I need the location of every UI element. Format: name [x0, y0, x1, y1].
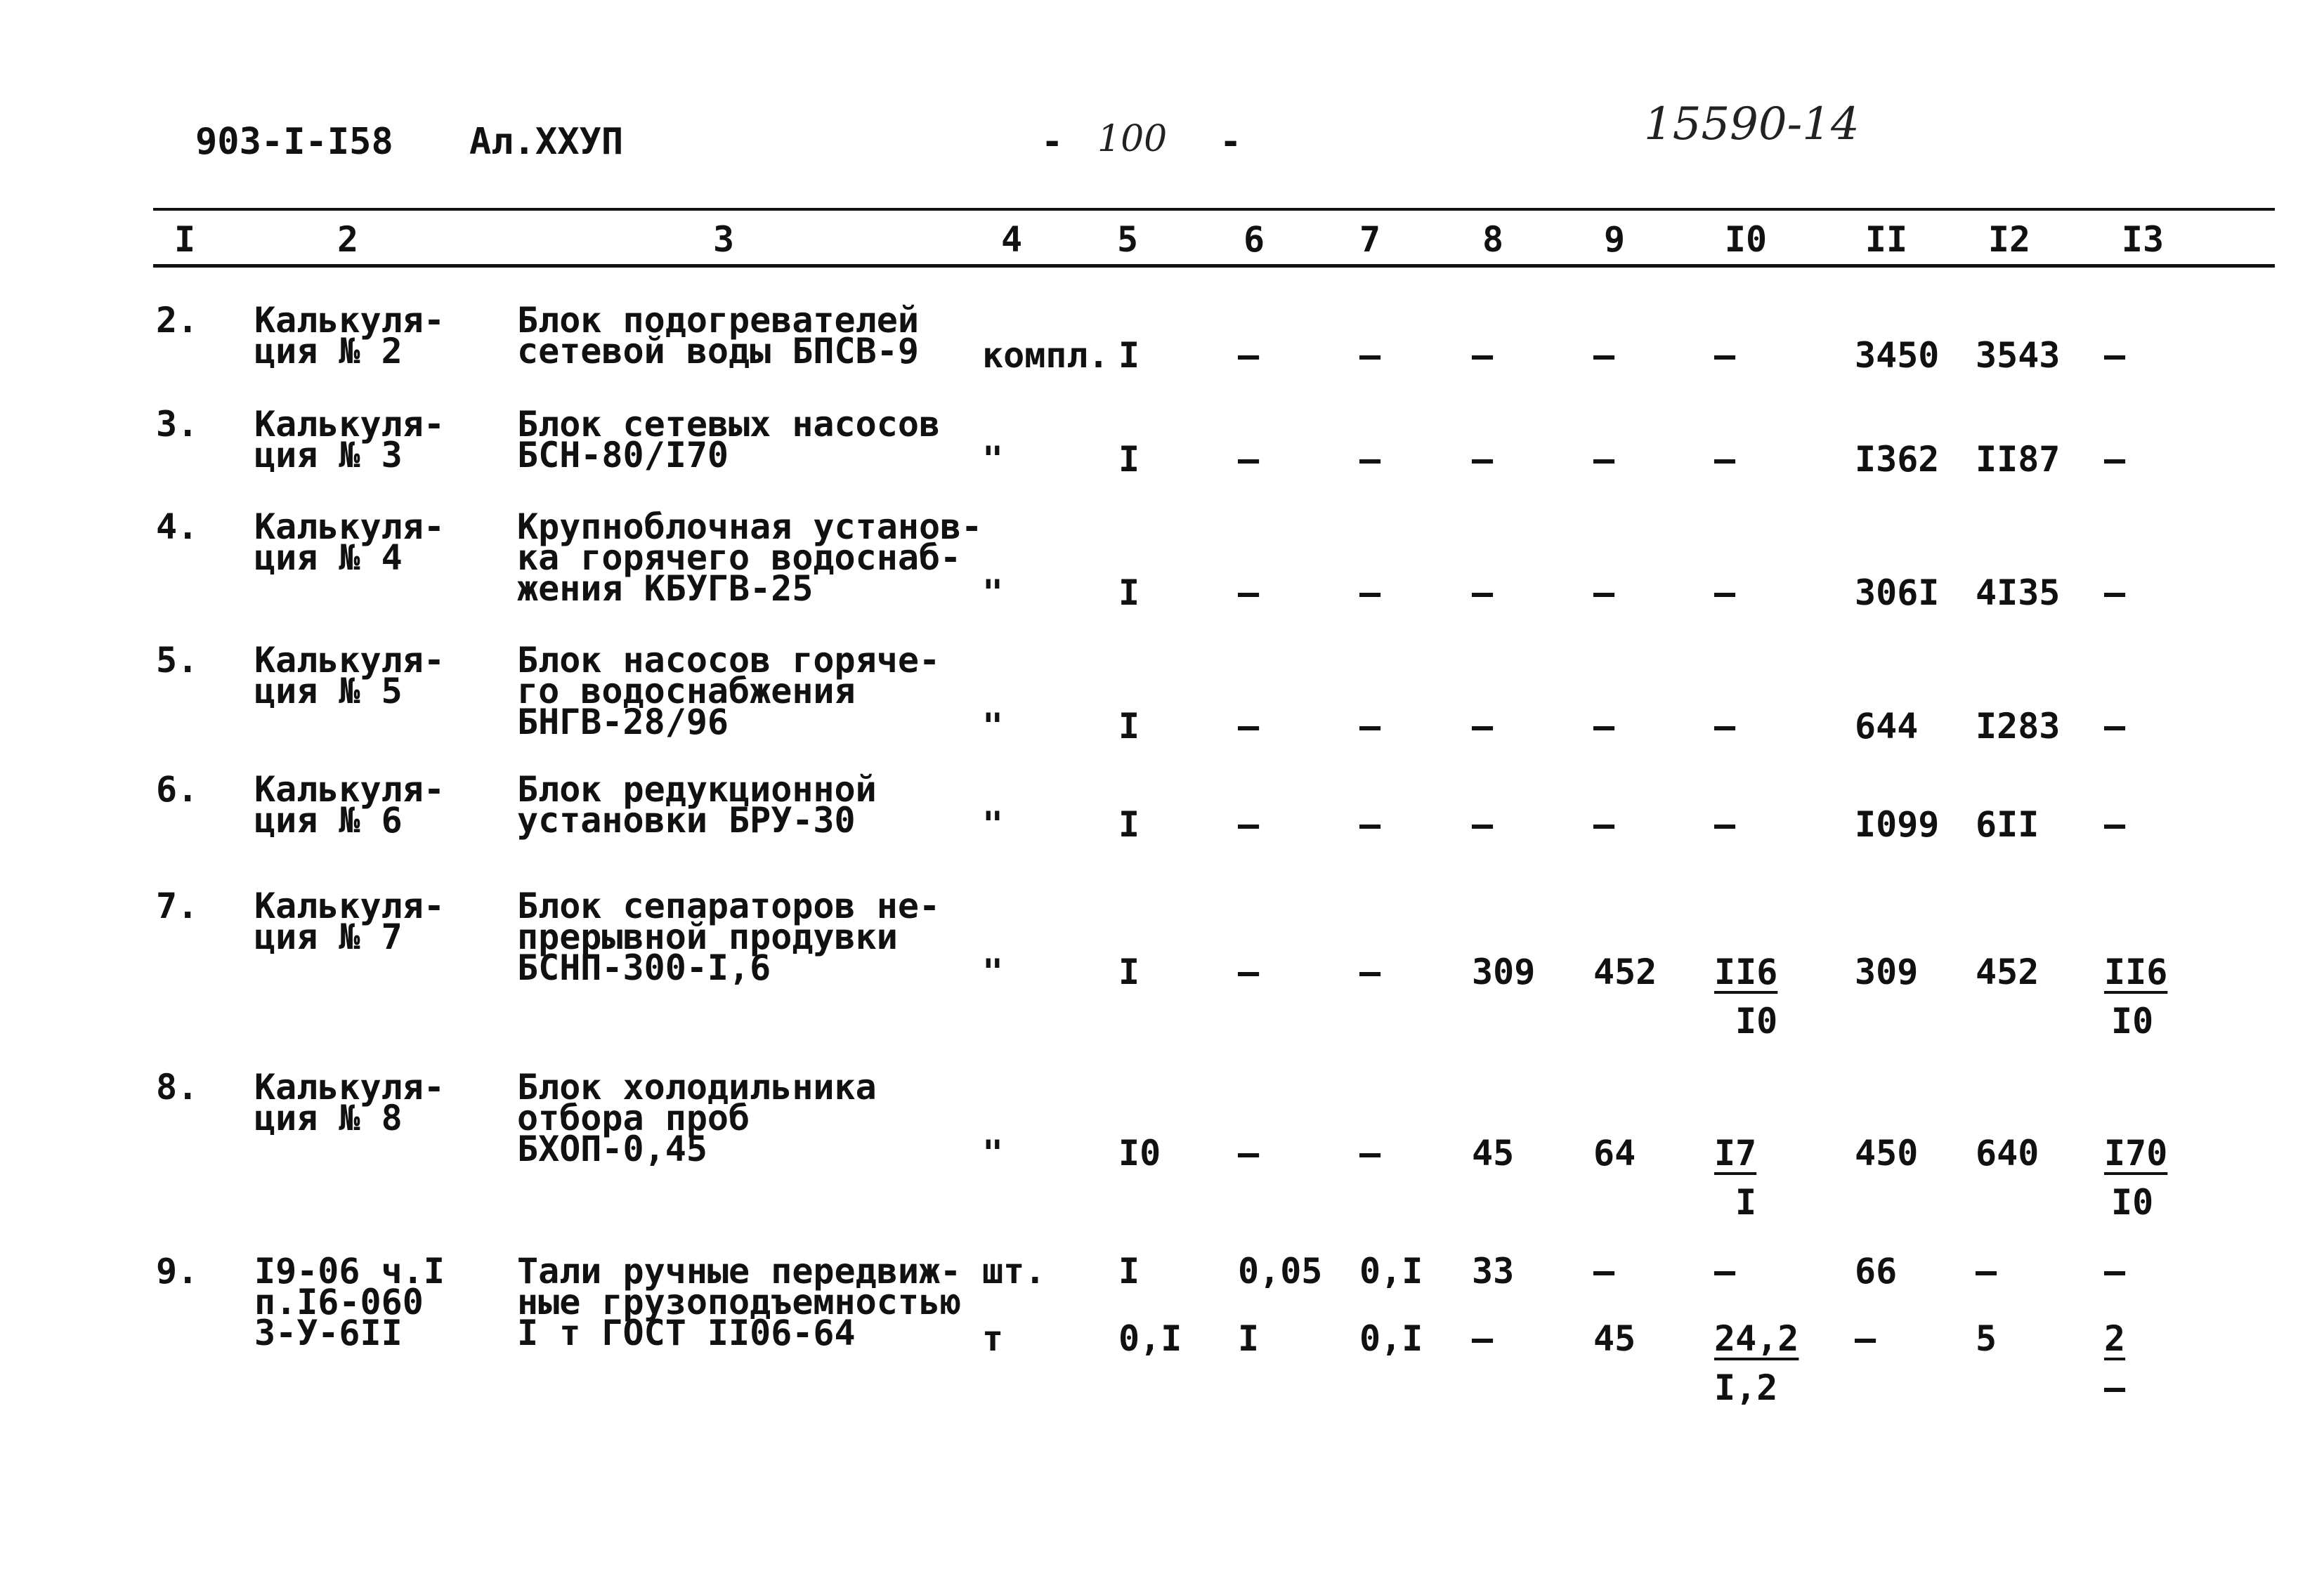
cell-c10-denominator: I	[1735, 1182, 1757, 1223]
cell-c5: I0	[1118, 1133, 1161, 1174]
cell-c10: –	[1714, 706, 1736, 747]
header-rule-top	[153, 208, 2275, 211]
row-unit: компл.	[982, 335, 1109, 376]
row-description: жения КБУГВ-25	[517, 568, 814, 609]
cell-c10: II6	[1714, 952, 1778, 992]
cell-c6: –	[1238, 804, 1260, 845]
row-description: ные грузоподъемностью	[517, 1282, 962, 1322]
cell-c11: 3450	[1855, 335, 1940, 376]
cell-c5: I	[1118, 706, 1140, 747]
row9-line1-c9: –	[1593, 1251, 1615, 1292]
row-description: Тали ручные передвиж-	[517, 1251, 962, 1292]
row9-line1-c12: –	[1976, 1251, 1997, 1292]
row-unit: "	[982, 439, 1004, 480]
column-header-1: I	[174, 219, 196, 260]
cell-c5: I	[1118, 439, 1140, 480]
page-number: 100	[1097, 118, 1168, 160]
cell-c9: 64	[1593, 1133, 1636, 1174]
row-number: 4.	[156, 506, 199, 547]
row9-line1-c5: I	[1118, 1251, 1140, 1292]
cell-c12: II87	[1976, 439, 2061, 480]
stamp-number: 15590-14	[1644, 98, 1860, 150]
cell-c11: 644	[1855, 706, 1919, 747]
column-header-10: I0	[1724, 219, 1768, 260]
column-header-2: 2	[337, 219, 359, 260]
row-description: установки БРУ-30	[517, 800, 856, 841]
cell-c6: –	[1238, 335, 1260, 376]
cell-c9: 452	[1593, 952, 1657, 992]
row-description: сетевой воды БПСВ-9	[517, 331, 919, 372]
row-number: 8.	[156, 1067, 199, 1108]
row-reference: Калькуля-	[254, 640, 445, 681]
cell-c9: –	[1593, 439, 1615, 480]
cell-c7: –	[1359, 439, 1381, 480]
row-description: БХОП-0,45	[517, 1129, 707, 1169]
row-description: Блок подогревателей	[517, 300, 919, 341]
row9-line1-c8: 33	[1472, 1251, 1515, 1292]
cell-c7: –	[1359, 572, 1381, 613]
cell-c11: I099	[1855, 804, 1940, 845]
row-reference: Калькуля-	[254, 769, 445, 810]
row9-line2-c7: 0,I	[1359, 1318, 1423, 1359]
cell-c13: I70	[2104, 1133, 2168, 1174]
row-reference: ция № 2	[254, 331, 403, 372]
cell-c8: –	[1472, 706, 1494, 747]
row9-line1-c13: –	[2104, 1251, 2126, 1292]
row-number: 2.	[156, 300, 199, 341]
cell-c9: –	[1593, 572, 1615, 613]
row9-line2-c9: 45	[1593, 1318, 1636, 1359]
cell-c10: –	[1714, 335, 1736, 376]
column-header-4: 4	[1000, 219, 1023, 260]
cell-c10: –	[1714, 439, 1736, 480]
header-rule-bottom	[153, 264, 2275, 268]
row-reference: I9-06 ч.I	[254, 1251, 445, 1292]
row9-line2-c10-denominator: I,2	[1714, 1367, 1778, 1408]
cell-c5: I	[1118, 335, 1140, 376]
cell-c13-denominator: I0	[2111, 1001, 2154, 1042]
cell-c9: –	[1593, 706, 1615, 747]
column-header-7: 7	[1359, 219, 1381, 260]
row-description: Блок сепараторов не-	[517, 886, 941, 926]
row-reference: ция № 7	[254, 917, 403, 957]
row-reference: 3-У-6II	[254, 1313, 403, 1353]
cell-c7: –	[1359, 1133, 1381, 1174]
page-suffix: -	[1220, 121, 1242, 163]
row-number: 3.	[156, 404, 199, 445]
row-unit: "	[982, 572, 1004, 613]
row9-line1-c7: 0,I	[1359, 1251, 1423, 1292]
cell-c13: II6	[2104, 952, 2168, 992]
row-description: БНГВ-28/96	[517, 702, 729, 742]
cell-c6: –	[1238, 439, 1260, 480]
cell-c7: –	[1359, 335, 1381, 376]
cell-c11: 306I	[1855, 572, 1940, 613]
row-description: ка горячего водоснаб-	[517, 537, 962, 578]
column-header-6: 6	[1243, 219, 1265, 260]
cell-c11: I362	[1855, 439, 1940, 480]
cell-c10-denominator: I0	[1735, 1001, 1778, 1042]
page-prefix: -	[1041, 121, 1064, 163]
row-description: отбора проб	[517, 1098, 750, 1138]
cell-c8: –	[1472, 804, 1494, 845]
cell-c11: 450	[1855, 1133, 1919, 1174]
row9-line1-c10: –	[1714, 1251, 1736, 1292]
row9-line2-c11: –	[1855, 1318, 1876, 1359]
row-description: Блок редукционной	[517, 769, 877, 810]
row-number: 5.	[156, 640, 199, 681]
cell-c6: –	[1238, 572, 1260, 613]
cell-c7: –	[1359, 706, 1381, 747]
row-description: го водоснабжения	[517, 671, 856, 711]
sheet-label: Ал.ХХУП	[469, 121, 624, 163]
cell-c5: I	[1118, 572, 1140, 613]
row-description: прерывной продувки	[517, 917, 898, 957]
doc-number: 903-I-I58	[195, 121, 393, 163]
row9-line2-c5: 0,I	[1118, 1318, 1182, 1359]
row-description: Блок холодильника	[517, 1067, 877, 1108]
row9-line2-c10: 24,2	[1714, 1318, 1799, 1359]
row-reference: ция № 5	[254, 671, 403, 711]
cell-c12: 640	[1976, 1133, 2039, 1174]
row-unit: "	[982, 706, 1004, 747]
row-number: 6.	[156, 769, 199, 810]
cell-c13: –	[2104, 572, 2126, 613]
cell-c5: I	[1118, 952, 1140, 992]
row-description: БСНП-300-I,6	[517, 947, 771, 988]
column-header-12: I2	[1987, 219, 2031, 260]
row9-line2-c13: 2	[2104, 1318, 2126, 1359]
row-reference: Калькуля-	[254, 300, 445, 341]
row-reference: Калькуля-	[254, 1067, 445, 1108]
cell-c13-denominator: I0	[2111, 1182, 2154, 1223]
column-header-8: 8	[1482, 219, 1504, 260]
cell-c6: –	[1238, 706, 1260, 747]
row-reference: п.I6-060	[254, 1282, 424, 1322]
column-header-11: II	[1865, 219, 1908, 260]
column-header-5: 5	[1116, 219, 1139, 260]
row-reference: Калькуля-	[254, 404, 445, 445]
row9-line2-c8: –	[1472, 1318, 1494, 1359]
row-reference: ция № 3	[254, 435, 403, 475]
cell-c7: –	[1359, 952, 1381, 992]
row-unit: "	[982, 804, 1004, 845]
row-description: Блок насосов горяче-	[517, 640, 941, 681]
cell-c8: –	[1472, 335, 1494, 376]
row-reference: ция № 8	[254, 1098, 403, 1138]
row-reference: Калькуля-	[254, 506, 445, 547]
cell-c10: –	[1714, 572, 1736, 613]
cell-c12: 3543	[1976, 335, 2061, 376]
cell-c12: 4I35	[1976, 572, 2061, 613]
row-number: 9.	[156, 1251, 199, 1292]
row-description: БСН-80/I70	[517, 435, 729, 475]
cell-c12: I283	[1976, 706, 2061, 747]
row9-line2-c13-denominator: –	[2104, 1367, 2126, 1408]
cell-c10: I7	[1714, 1133, 1757, 1174]
cell-c13: –	[2104, 804, 2126, 845]
cell-c13: –	[2104, 439, 2126, 480]
cell-c8: –	[1472, 572, 1494, 613]
row-description: Крупноблочная установ-	[517, 506, 983, 547]
row9-line1-unit: шт.	[982, 1251, 1046, 1292]
row9-line1-c11: 66	[1855, 1251, 1898, 1292]
cell-c8: 309	[1472, 952, 1536, 992]
cell-c13: –	[2104, 335, 2126, 376]
cell-c13: –	[2104, 706, 2126, 747]
cell-c9: –	[1593, 335, 1615, 376]
row-reference: ция № 6	[254, 800, 403, 841]
cell-c9: –	[1593, 804, 1615, 845]
row-description: Блок сетевых насосов	[517, 404, 941, 445]
row9-line1-c6: 0,05	[1238, 1251, 1323, 1292]
cell-c12: 6II	[1976, 804, 2039, 845]
cell-c8: 45	[1472, 1133, 1515, 1174]
row9-line2-c12: 5	[1976, 1318, 1997, 1359]
cell-c12: 452	[1976, 952, 2039, 992]
row9-line2-c6: I	[1238, 1318, 1260, 1359]
row-number: 7.	[156, 886, 199, 926]
row-unit: "	[982, 952, 1004, 992]
cell-c5: I	[1118, 804, 1140, 845]
cell-c7: –	[1359, 804, 1381, 845]
cell-c11: 309	[1855, 952, 1919, 992]
row-reference: ция № 4	[254, 537, 403, 578]
row-unit: "	[982, 1133, 1004, 1174]
row-reference: Калькуля-	[254, 886, 445, 926]
cell-c10: –	[1714, 804, 1736, 845]
column-header-9: 9	[1603, 219, 1626, 260]
column-header-3: 3	[712, 219, 735, 260]
row9-line2-unit: т	[982, 1318, 1004, 1359]
cell-c6: –	[1238, 1133, 1260, 1174]
row-description: I т ГОСТ II06-64	[517, 1313, 856, 1353]
cell-c6: –	[1238, 952, 1260, 992]
cell-c8: –	[1472, 439, 1494, 480]
column-header-13: I3	[2121, 219, 2165, 260]
